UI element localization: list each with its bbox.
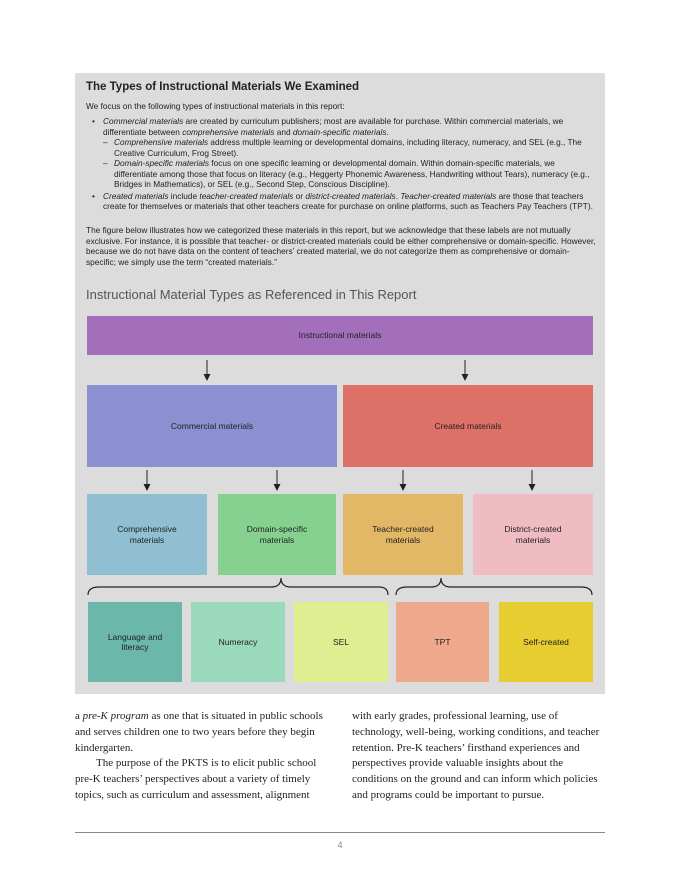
body-column-left: [75, 709, 328, 804]
node-created-materials: Created materials: [343, 385, 593, 467]
text: .: [386, 126, 389, 137]
footer-divider: [75, 832, 605, 833]
node-language-and-literacy: Language and literacy: [88, 602, 182, 682]
node-teacher-created-materials: Teacher-created materials: [343, 494, 463, 575]
term: pre-K program: [82, 710, 149, 722]
node-domain-specific-materials: Domain-specific materials: [218, 494, 336, 575]
figure-title: Instructional Material Types as Referenced in This Report: [86, 287, 417, 302]
text: are those that teachers create for themselves or materials that other teachers create for purchase on online platforms, such as Teachers Pay Teachers (TPT).: [103, 190, 593, 211]
node-district-created-materials: District-created materials: [473, 494, 593, 575]
text: or: [293, 190, 306, 201]
text: as one that is situated in public schools and serves children one to two years before they begin kindergarten.: [75, 710, 323, 754]
text: include: [168, 190, 200, 201]
term: Comprehensive materials: [114, 137, 209, 147]
box-intro: We focus on the following types of instructional materials in this report:: [86, 101, 345, 111]
box-paragraph: The figure below illustrates how we categorized these materials in this report, but we acknowledge that these labels are not mutually exclusive. For instance, it is possible that teacher- or district-created materials could be either comprehensive or domain-specific. However, because we do not have data on the content of teachers’ created material, we do not categorize them as comprehensive or domain-specific; we simply use the term “created materials.”: [86, 225, 596, 267]
body-paragraph: The purpose of the PKTS is to elicit public school pre-K teachers’ perspectives about a variety of timely topics, such as curriculum and assessment, alignment: [75, 757, 317, 801]
text: address multiple learning or developmental domains, including literacy, numeracy, and SEL (e.g., The Creative Curriculum, Frog Street).: [114, 137, 582, 158]
term: Commercial materials: [103, 116, 184, 126]
brace-domain-specific: [88, 578, 388, 595]
text: focus on one specific learning or developmental domain. Within domain-specific materials, we differentiate among those that focus on literacy (e.g., Heggerty Phonemic Awareness, Handwriting without Tears), numeracy (e.g., Bridges in Mathematics), or SEL (e.g., Second Step, Conscious Discipline).: [114, 158, 590, 189]
text: are created by curriculum publishers; most are available for purchase. Within commercial materials, we differentiate between: [103, 116, 564, 137]
page-number: 4: [337, 840, 343, 850]
connectors: [75, 73, 605, 694]
node-tpt: TPT: [396, 602, 489, 682]
text: .: [395, 190, 401, 201]
node-comprehensive-materials: Comprehensive materials: [87, 494, 207, 575]
node-instructional-materials: Instructional materials: [87, 316, 593, 355]
term: Teacher-created materials: [400, 190, 497, 201]
body-column-right: [352, 709, 605, 804]
term: comprehensive materials: [182, 126, 275, 137]
term: domain-specific materials: [292, 126, 387, 137]
node-numeracy: Numeracy: [191, 602, 285, 682]
term: teacher-created materials: [199, 190, 294, 201]
text: and: [274, 126, 293, 137]
term: district-created materials: [305, 190, 396, 201]
sidebar-box: [75, 73, 605, 694]
body-paragraph: with early grades, professional learning, use of technology, well-being, working conditions, and teacher retention. Pre-K teachers’ firsthand experiences and perspectives provide valuable insights about the conditions on the ground and can inform which policies and programs could be important to pursue.: [352, 710, 600, 801]
brace-teacher-created: [396, 578, 592, 595]
box-title: The Types of Instructional Materials We Examined: [86, 81, 360, 93]
term: Domain-specific materials: [114, 158, 209, 168]
node-sel: SEL: [294, 602, 388, 682]
term: Created materials: [103, 190, 169, 201]
text: a: [75, 710, 83, 722]
node-self-created: Self-created: [499, 602, 593, 682]
node-commercial-materials: Commercial materials: [87, 385, 337, 467]
body-paragraph: [75, 709, 328, 756]
